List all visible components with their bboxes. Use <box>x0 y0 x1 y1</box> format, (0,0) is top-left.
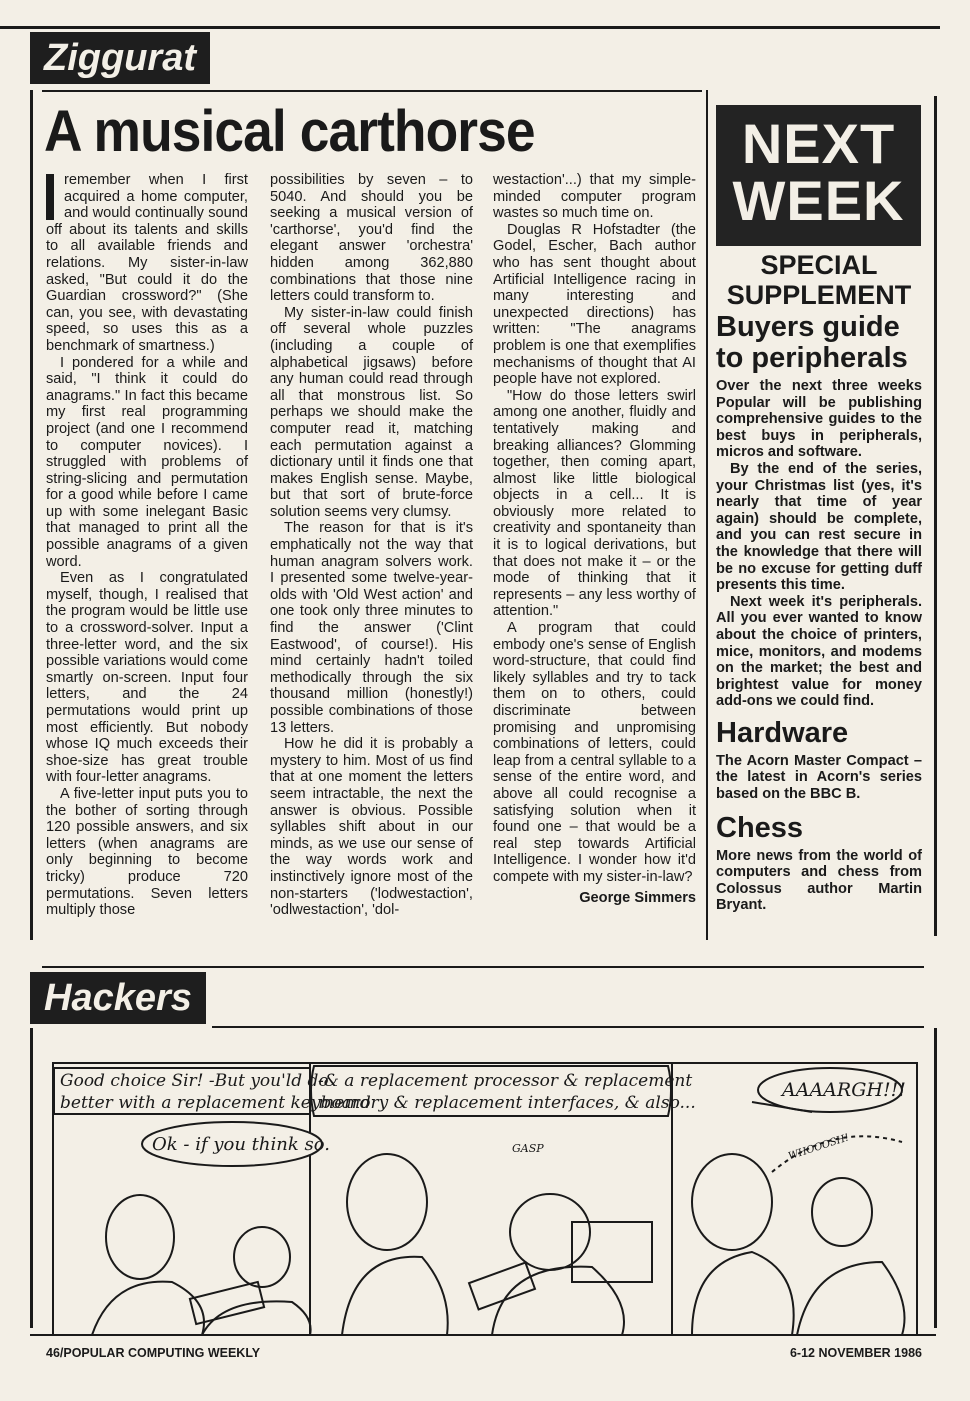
salesman-figure <box>106 1195 174 1279</box>
chess-text: More news from the world of computers and chess from Colossus author Martin Bryant. <box>716 847 922 914</box>
supplement-heading: SUPPLEMENT <box>726 280 912 310</box>
section-tab-hackers: Hackers <box>30 972 206 1024</box>
bubble-text-2b: memory & replacement interfaces, & also... <box>318 1093 696 1113</box>
drop-cap-i <box>46 174 54 220</box>
salesman-figure <box>347 1154 427 1250</box>
paragraph: remember when I first acquired a home computer, and would continually sound off about its talents and skills to all available friends and relations. My sister-in-law asked, "But could it do the Guardian crossword?" (She can, you see, with devastating speed, so uses this as a benchmark of smartness.) <box>46 172 248 354</box>
paragraph: "How do those letters swirl among one another, fluidly and tentatively making and breaking alliances? Glomming together, then coming apart, almost like little biological objects in a cell... It is obviously more related to creativity and spontaneity than it is to logical derivations, but that does not make it – or the mode of thinking that it represents – any less worthy of attention." <box>493 387 696 620</box>
article-byline: George Simmers <box>579 889 696 906</box>
next-week-line2: WEEK <box>732 169 905 232</box>
scream-text: AAAARGH!!! <box>782 1079 906 1101</box>
buyers-guide-heading: Buyers guide to peripherals <box>716 311 908 374</box>
next-week-box <box>716 105 921 246</box>
customer-body <box>492 1267 624 1335</box>
hackers-cartoon <box>52 1062 918 1336</box>
hackers-top-rule <box>42 966 924 968</box>
paragraph: The reason for that is it's emphatically not the way that human anagram solvers work. I presented some twelve-year-olds with 'Old West action' and one took only three minutes to find the answer ('Clint Eastwood', of course!). His mind certainly hadn't toiled methodically through the six thousand million (honestly!) possible combinations of those 13 letters. <box>270 520 473 736</box>
article-headline: A musical carthorse <box>44 99 535 164</box>
article-column-3 <box>493 172 696 906</box>
paragraph: How he did it is probably a mystery to him. Most of us find that at one moment the letters seem intractable, the next the answer is obvious. Possible syllables shift about in our minds, as we use our sense of the way words work and instinctively ignore most of the non-starters ('lodwestaction', 'odlwestaction', 'dol- <box>270 736 473 919</box>
buyers-guide-text: Next week it's peripherals. All you ever wanted to know about the choice of printers, mice, monitors, and modems on the market; the best and brightest value for money add-ons we could find. <box>716 593 922 710</box>
footer-right: 6-12 NOVEMBER 1986 <box>789 1346 922 1360</box>
left-border <box>30 90 33 940</box>
paragraph: My sister-in-law could finish off several whole puzzles (including a couple of alphabetical jigsaws) before any human could read through all that monstrous list. So perhaps we should make the computer read it, matching each permutation against a dictionary until it finds one that makes English sense. Maybe, but that sort of brute-force solution seems very clumsy. <box>270 304 473 520</box>
paragraph: A five-letter input puts you to the bother of sorting through 120 possible answers, and six letters (when anagrams are only beginning to become tricky) produce 720 permutations. Seven letters multiply those <box>46 785 248 919</box>
paragraph: I pondered for a while and said, "I think it could do anagrams." In fact this became my first real programming project (and one I recommend to computer novices). I struggled with problems of string-slicing and permutation for a good while before I came up with some inelegant Basic that managed to print all the possible anagrams of a given word. <box>46 354 248 570</box>
top-rule <box>0 26 940 29</box>
gasp-text: GASP <box>512 1142 544 1155</box>
article-column-1 <box>46 172 248 919</box>
headline-rule <box>42 90 702 92</box>
paragraph: Even as I congratulated myself, though, I realised that the program would be little use to a crossword-solver. Input a three-letter word, and the six possible variations would come smartly on-screen. Input four letters, and the 24 permutations would print up most efficiently. But nobody whose IQ much exceeds their shoe-size has great trouble with four-letter anagrams. <box>46 570 248 786</box>
paragraph: A program that could embody one's sense of English word-structure, that could find likely syllables and try to tack them on to others, could discriminate between promising and unpromising combinations of letters, could leap from a central syllable to a sense of the entire word, and above all could recognise a satisfying solution when it found one – that would be a real step towards Artificial Intelligence. I wonder how it'd compete with my sister-in-law? <box>493 620 696 885</box>
special-heading: SPECIAL <box>760 250 878 280</box>
sidebar-left-border <box>706 90 708 940</box>
paragraph: Douglas R Hofstadter (the Godel, Escher, Bach author who has sent thought about Artificial Intelligence racing in many interesting and unexpected directions) has written: "The anagrams problem is one that exemplifies mechanisms of thought that AI people have not explored. <box>493 221 696 388</box>
article-column-2 <box>270 172 473 919</box>
bubble-text-3: Ok - if you think so. <box>152 1134 330 1155</box>
footer-left: 46/POPULAR COMPUTING WEEKLY <box>46 1346 261 1360</box>
right-border <box>934 96 937 936</box>
buyers-guide-text: By the end of the series, your Christmas list (yes, it's nearly that time of year again) should be complete, and you can rest secure in the knowledge that there will be no excuse for getting duff presents this time. <box>716 460 922 594</box>
paragraph: westaction'...) that my simple-minded computer program wastes so much time on. <box>493 172 696 222</box>
sidebar-content <box>716 250 922 914</box>
whoosh-text: WHOOOSH! <box>786 1132 851 1163</box>
salesman-body <box>92 1282 204 1335</box>
customer-figure <box>234 1227 290 1287</box>
bubble-text-2: -& a replacement processor & replacement <box>318 1071 693 1091</box>
footer-rule <box>30 1334 936 1336</box>
paragraph: possibilities by seven – to 5040. And should you be seeking a musical version of 'carthorse', you'd find the elegant answer 'orchestra' hidden among 362,880 combinations that those nine letters could transform to. <box>270 172 473 305</box>
hackers-left-border <box>30 1028 33 1328</box>
hardware-text: The Acorn Master Compact – the latest in Acorn's series based on the BBC B. <box>716 752 922 803</box>
salesman-body <box>342 1257 448 1335</box>
next-week-line1: NEXT <box>741 112 896 175</box>
customer-body <box>797 1262 905 1335</box>
buyers-guide-text: Over the next three weeks Popular will be publishing comprehensive guides to the best buys in peripherals, micros and software. <box>716 378 922 461</box>
hackers-right-border <box>934 1028 937 1328</box>
bubble-text-1b: better with a replacement keyboard <box>60 1093 371 1113</box>
hackers-rule <box>212 1026 924 1028</box>
hardware-heading: Hardware <box>716 716 849 749</box>
bubble-text-1: Good choice Sir! -But you'ld do <box>60 1071 329 1091</box>
section-tab-ziggurat: Ziggurat <box>30 32 210 84</box>
salesman-body <box>692 1252 794 1335</box>
chess-heading: Chess <box>716 811 804 844</box>
customer-figure <box>510 1194 590 1270</box>
customer-figure <box>812 1178 872 1246</box>
salesman-figure <box>692 1154 772 1250</box>
